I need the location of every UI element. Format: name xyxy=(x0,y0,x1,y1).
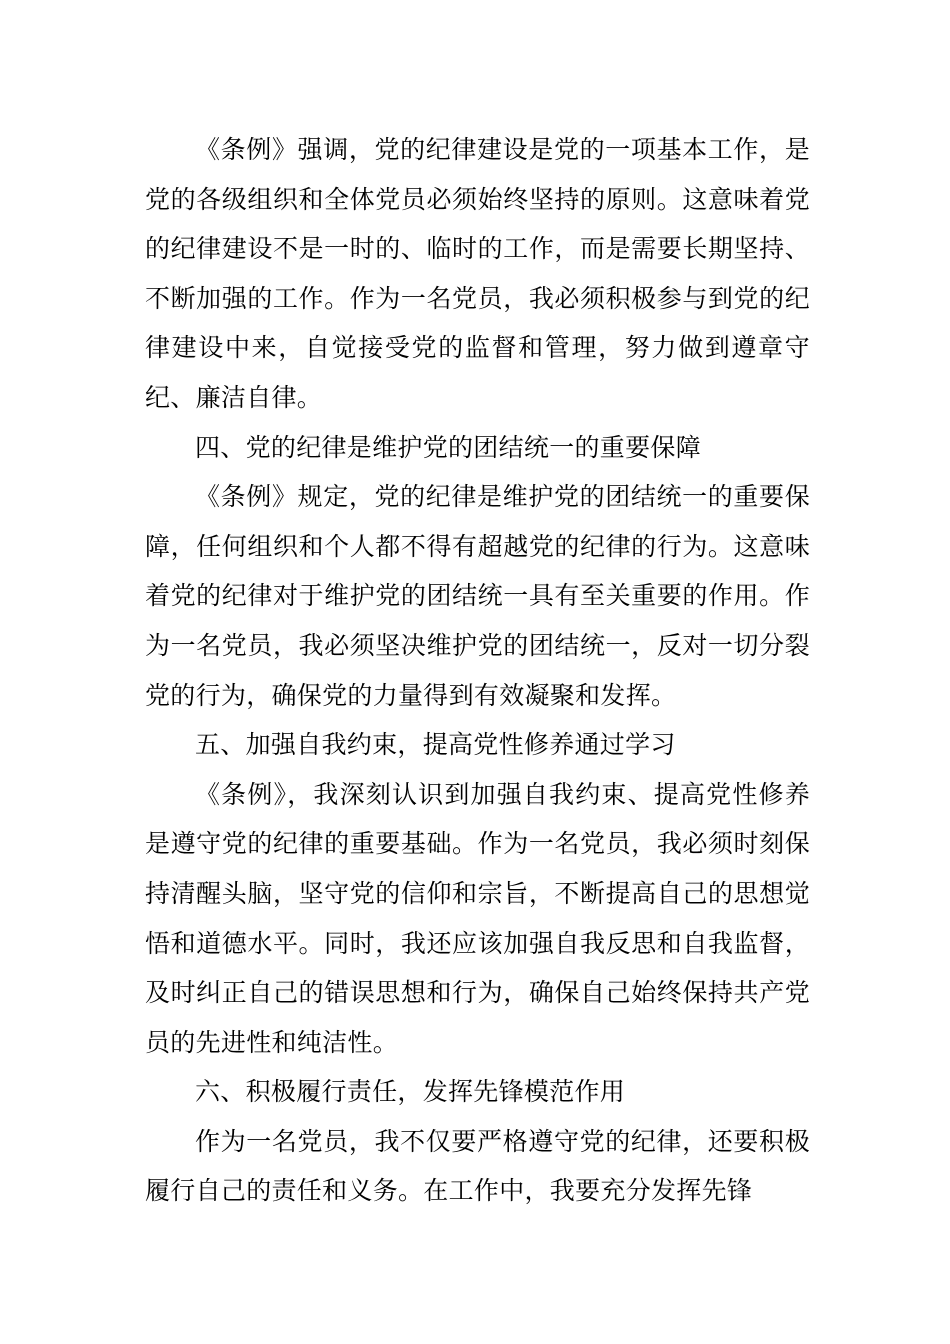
section-heading: 六、积极履行责任，发挥先锋模范作用 xyxy=(195,1077,626,1107)
body-paragraph: 《条例》强调，党的纪律建设是党的一项基本工作，是党的各级组织和全体党员必须始终坚持的原则。这意味着党的纪律建设不是一时的、临时的工作，而是需要长期坚持、不断加强的工作。作为一名党员，我必须积极参与到党的纪律建设中来，自觉接受党的监督和管理，努力做到遵章守纪、廉洁自律。 xyxy=(145,135,810,412)
section-heading: 五、加强自我约束，提高党性修养通过学习 xyxy=(195,730,676,760)
body-paragraph: 《条例》，我深刻认识到加强自我约束、提高党性修养是遵守党的纪律的重要基础。作为一名党员，我必须时刻保持清醒头脑，坚守党的信仰和宗旨，不断提高自己的思想觉悟和道德水平。同时，我还应该加强自我反思和自我监督，及时纠正自己的错误思想和行为，确保自己始终保持共产党员的先进性和纯洁性。 xyxy=(145,779,810,1057)
section-heading: 四、党的纪律是维护党的团结统一的重要保障 xyxy=(195,432,702,462)
body-paragraph: 《条例》规定，党的纪律是维护党的团结统一的重要保障，任何组织和个人都不得有超越党的纪律的行为。这意味着党的纪律对于维护党的团结统一具有至关重要的作用。作为一名党员，我必须坚决维护党的团结统一，反对一切分裂党的行为，确保党的力量得到有效凝聚和发挥。 xyxy=(145,482,810,710)
body-paragraph: 作为一名党员，我不仅要严格遵守党的纪律，还要积极履行自己的责任和义务。在工作中，我要充分发挥先锋 xyxy=(145,1126,810,1206)
document-body xyxy=(145,125,810,1216)
